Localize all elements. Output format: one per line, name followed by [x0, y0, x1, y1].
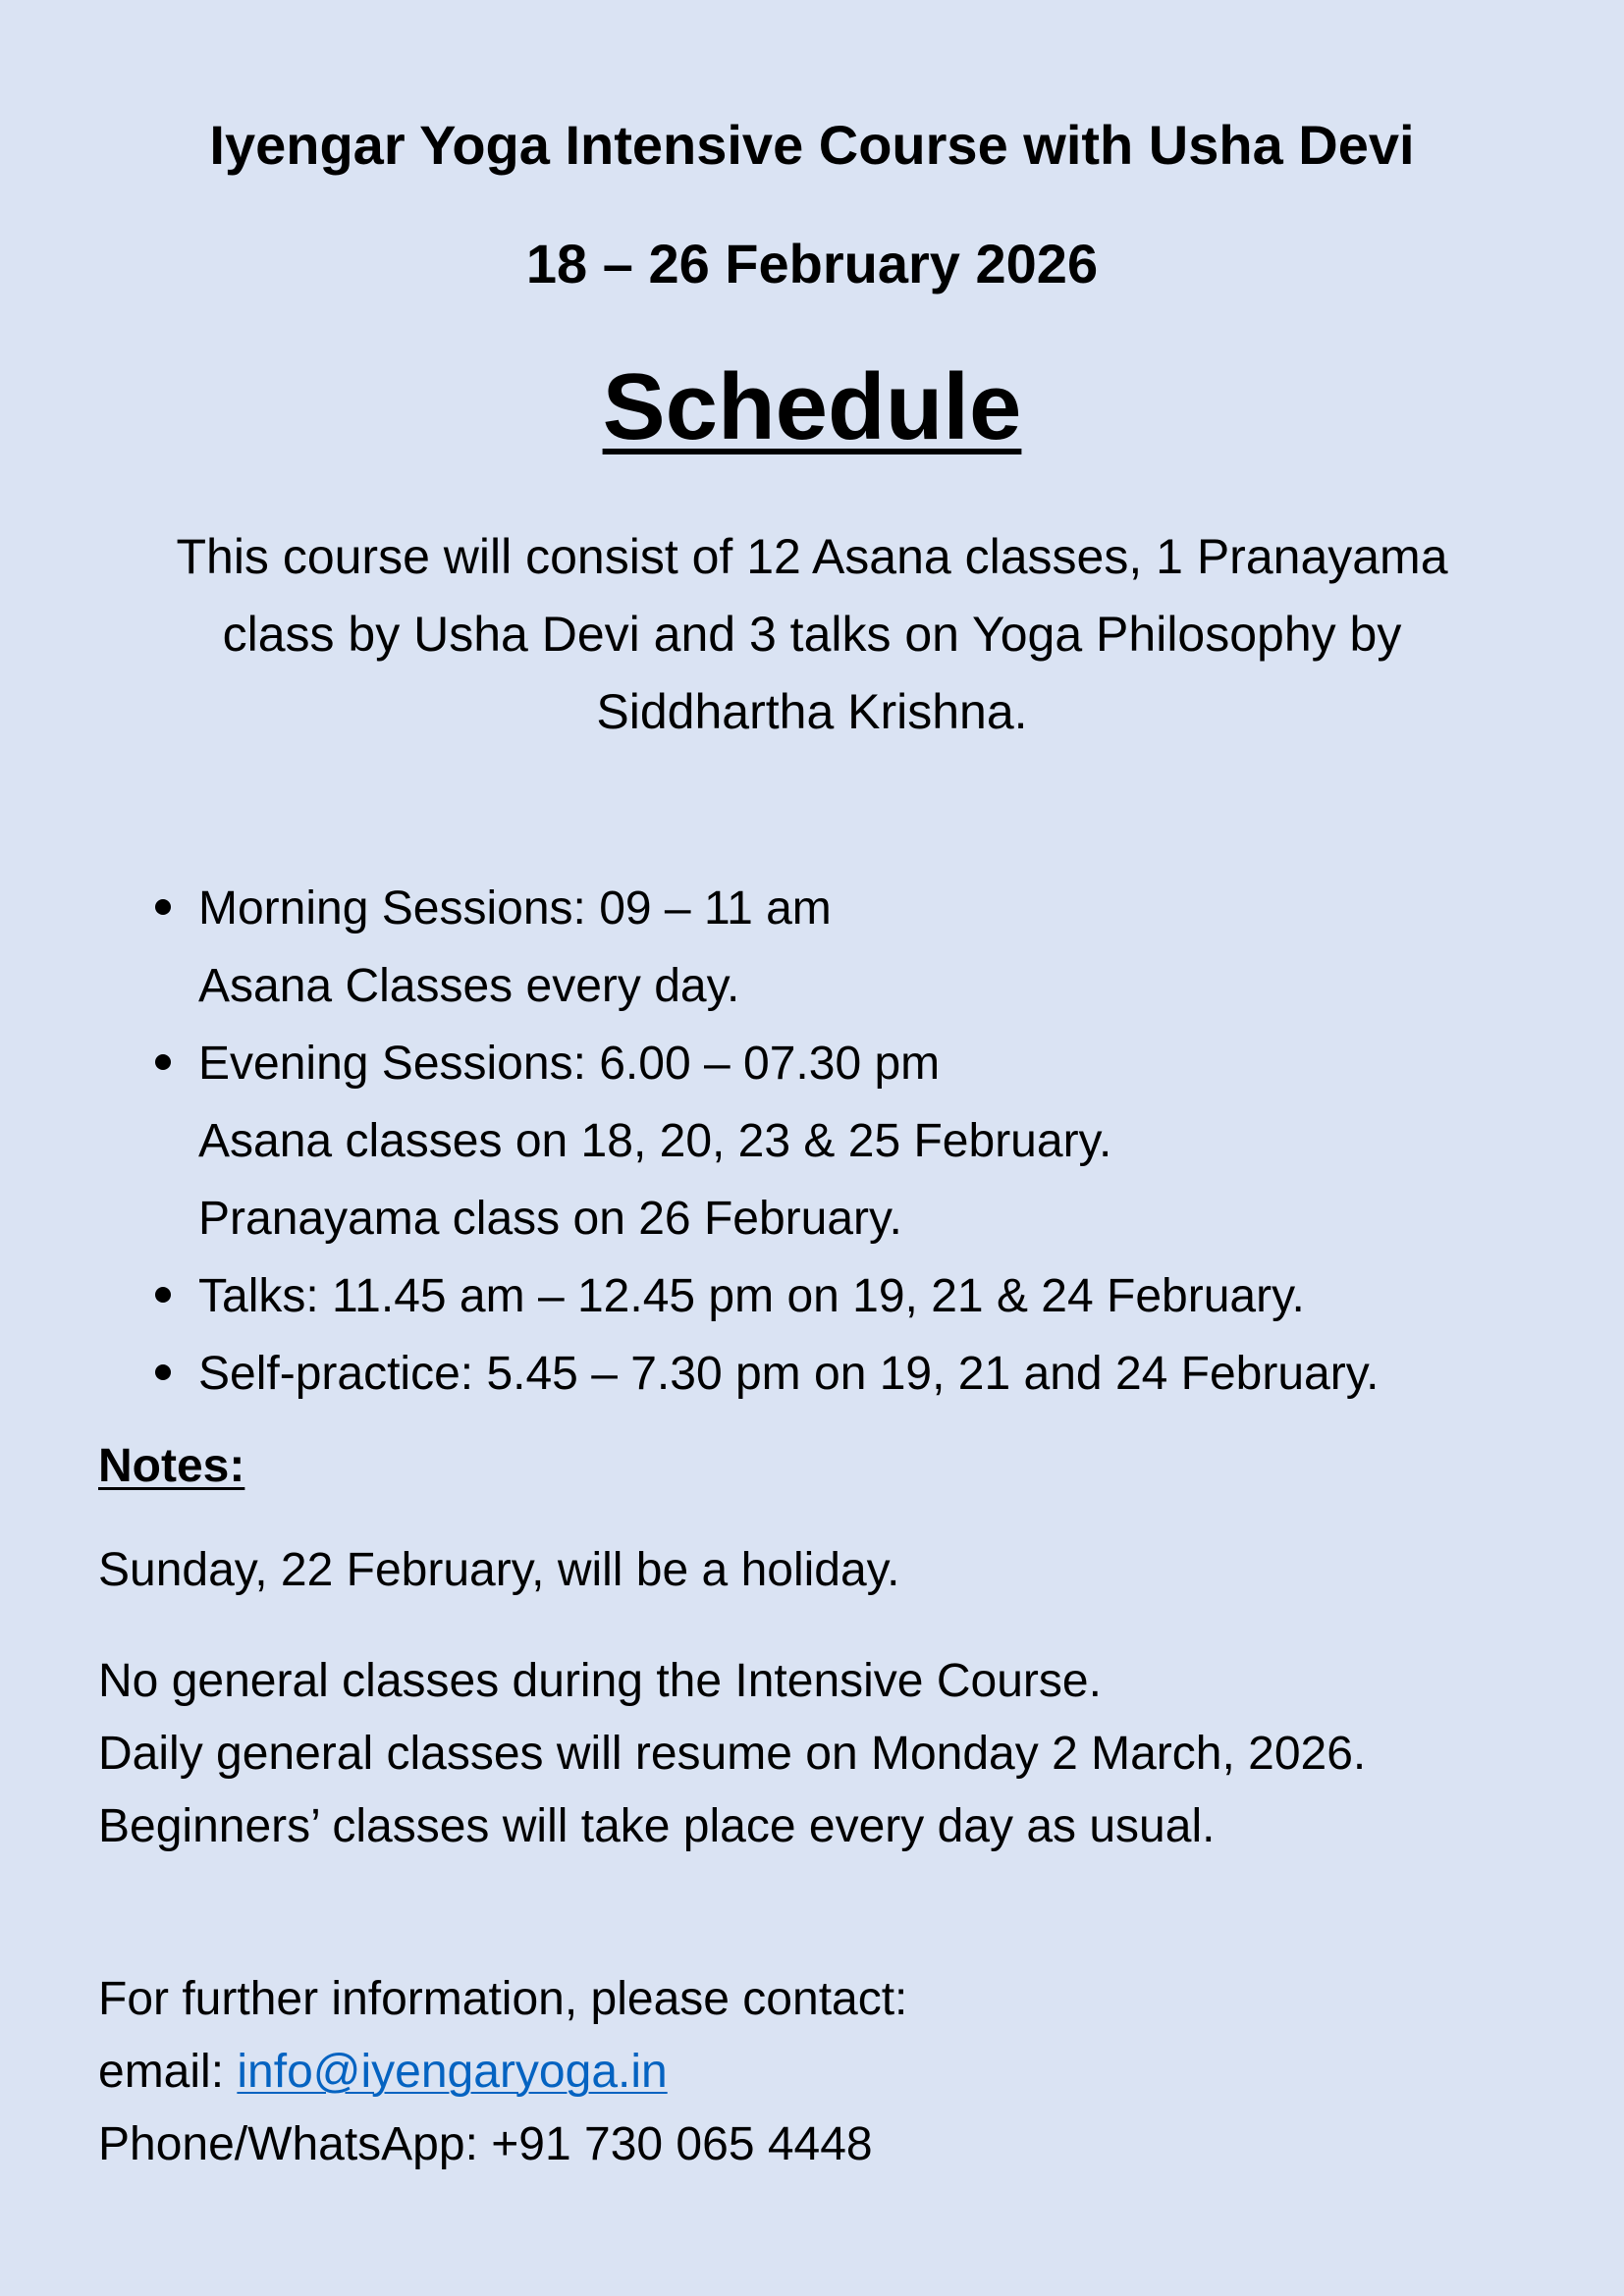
schedule-heading: Schedule [602, 354, 1022, 459]
intro-line: Siddhartha Krishna. [596, 684, 1028, 739]
session-line: Asana Classes every day. [198, 960, 740, 1012]
session-line: Asana classes on 18, 20, 23 & 25 February. [198, 1115, 1112, 1167]
session-line: Self-practice: 5.45 – 7.30 pm on 19, 21 and 24 February. [198, 1348, 1380, 1400]
email-label: email: [98, 2046, 238, 2098]
notes-details [98, 1645, 1366, 1863]
email-link[interactable]: info@iyengaryoga.in [237, 2046, 668, 2098]
session-item-self-practice [137, 1335, 1561, 1413]
session-line: Evening Sessions: 6.00 – 07.30 pm [198, 1038, 941, 1090]
contact-email-line [98, 2036, 907, 2109]
session-item-talks [137, 1257, 1561, 1335]
notes-line: No general classes during the Intensive Course. [98, 1655, 1102, 1707]
session-line: Morning Sessions: 09 – 11 am [198, 882, 832, 934]
notes-line: Beginners’ classes will take place every day as usual. [98, 1800, 1216, 1852]
notes-heading: Notes: [98, 1440, 245, 1492]
session-line: Pranayama class on 26 February. [198, 1193, 902, 1245]
course-dates: 18 – 26 February 2026 [525, 233, 1099, 294]
session-list [137, 870, 1561, 1413]
contact-block [98, 1963, 907, 2181]
bullet-icon [155, 1364, 171, 1380]
course-intro [108, 518, 1516, 751]
intro-line: class by Usha Devi and 3 talks on Yoga Philosophy by [222, 607, 1402, 662]
course-title: Iyengar Yoga Intensive Course with Usha Devi [209, 114, 1415, 176]
intro-line: This course will consist of 12 Asana classes, 1 Pranayama [176, 529, 1448, 584]
bullet-icon [155, 1287, 171, 1303]
contact-phone: Phone/WhatsApp: +91 730 065 4448 [98, 2118, 873, 2170]
session-item-evening [137, 1025, 1561, 1257]
session-line: Talks: 11.45 am – 12.45 pm on 19, 21 & 24 February. [198, 1270, 1305, 1322]
bullet-icon [155, 899, 171, 915]
bullet-icon [155, 1054, 171, 1070]
contact-intro: For further information, please contact: [98, 1973, 908, 2025]
session-item-morning [137, 870, 1561, 1025]
notes-holiday: Sunday, 22 February, will be a holiday. [98, 1544, 900, 1596]
notes-line: Daily general classes will resume on Monday 2 March, 2026. [98, 1728, 1367, 1780]
